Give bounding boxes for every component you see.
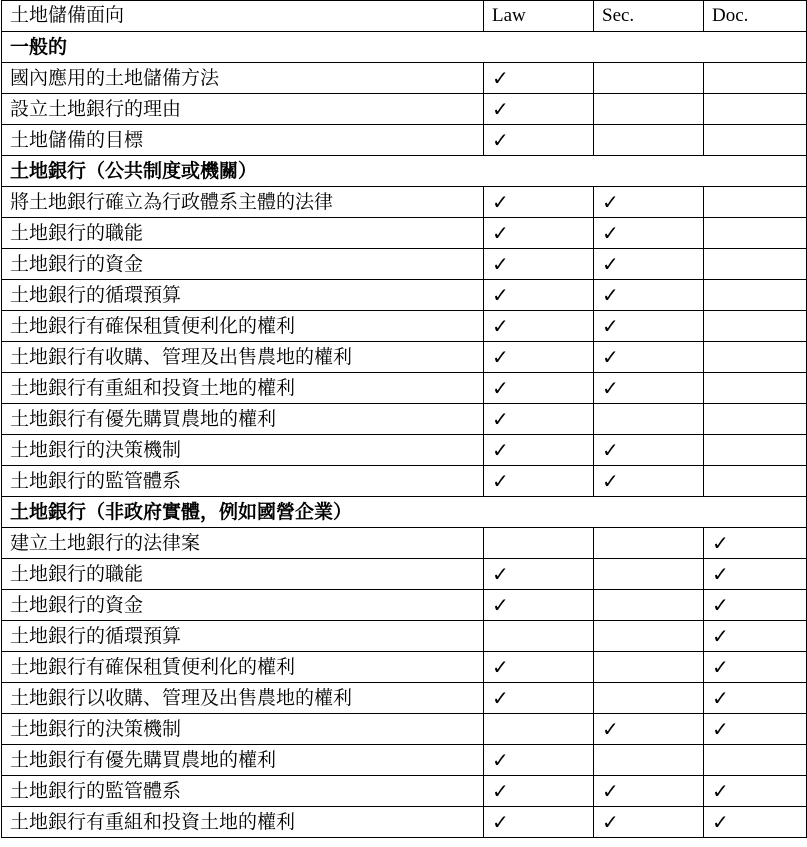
- header-sec: Sec.: [594, 1, 704, 32]
- checkmark-icon: ✓: [492, 407, 509, 431]
- sec-cell: [594, 745, 704, 776]
- law-cell: [484, 714, 594, 745]
- sec-cell: [594, 435, 704, 466]
- checkmark-icon: ✓: [602, 314, 619, 338]
- law-cell: [484, 590, 594, 621]
- sec-cell: [594, 218, 704, 249]
- law-cell: [484, 683, 594, 714]
- law-cell: [484, 311, 594, 342]
- sec-cell: [594, 187, 704, 218]
- law-cell: [484, 342, 594, 373]
- row-label: 土地銀行的決策機制: [2, 435, 484, 466]
- row-label: 土地銀行有優先購買農地的權利: [2, 404, 484, 435]
- doc-cell: [704, 404, 807, 435]
- row-label: 土地銀行的監管體系: [2, 466, 484, 497]
- section-header-row: [2, 156, 807, 187]
- row-label: 將土地銀行確立為行政體系主體的法律: [2, 187, 484, 218]
- sec-cell: [594, 807, 704, 838]
- table-row: [2, 745, 807, 776]
- law-cell: [484, 125, 594, 156]
- checkmark-icon: ✓: [712, 531, 729, 555]
- sec-cell: [594, 342, 704, 373]
- checkmark-icon: ✓: [492, 345, 509, 369]
- checkmark-icon: ✓: [492, 128, 509, 152]
- sec-cell: [594, 714, 704, 745]
- table-row: [2, 807, 807, 838]
- checkmark-icon: ✓: [602, 469, 619, 493]
- section-title: 土地銀行（非政府實體，例如國營企業）: [2, 497, 807, 528]
- doc-cell: [704, 63, 807, 94]
- checkmark-icon: ✓: [492, 779, 509, 803]
- law-cell: [484, 218, 594, 249]
- row-label: 土地銀行的資金: [2, 590, 484, 621]
- sec-cell: [594, 683, 704, 714]
- header-doc: Doc.: [704, 1, 807, 32]
- doc-cell: [704, 745, 807, 776]
- table-row: [2, 528, 807, 559]
- table-row: [2, 280, 807, 311]
- table-row: [2, 590, 807, 621]
- sec-cell: [594, 311, 704, 342]
- law-cell: [484, 249, 594, 280]
- checkmark-icon: ✓: [712, 562, 729, 586]
- doc-cell: [704, 466, 807, 497]
- sec-cell: [594, 652, 704, 683]
- law-cell: [484, 621, 594, 652]
- checkmark-icon: ✓: [712, 810, 729, 834]
- row-label: 土地銀行有確保租賃便利化的權利: [2, 311, 484, 342]
- law-cell: [484, 652, 594, 683]
- table-row: [2, 621, 807, 652]
- checkmark-icon: ✓: [492, 469, 509, 493]
- sec-cell: [594, 280, 704, 311]
- doc-cell: [704, 435, 807, 466]
- table-row: [2, 435, 807, 466]
- sec-cell: [594, 63, 704, 94]
- row-label: 土地儲備的目標: [2, 125, 484, 156]
- checkmark-icon: ✓: [602, 376, 619, 400]
- doc-cell: [704, 528, 807, 559]
- table-row: [2, 559, 807, 590]
- table-row: [2, 776, 807, 807]
- row-label: 國內應用的土地儲備方法: [2, 63, 484, 94]
- checkmark-icon: ✓: [492, 66, 509, 90]
- checkmark-icon: ✓: [492, 655, 509, 679]
- checkmark-icon: ✓: [602, 810, 619, 834]
- law-cell: [484, 63, 594, 94]
- row-label: 土地銀行有重組和投資土地的權利: [2, 373, 484, 404]
- checkmark-icon: ✓: [712, 593, 729, 617]
- table-row: [2, 652, 807, 683]
- checkmark-icon: ✓: [602, 221, 619, 245]
- row-label: 土地銀行的決策機制: [2, 714, 484, 745]
- section-title: 一般的: [2, 32, 807, 63]
- doc-cell: [704, 652, 807, 683]
- checkmark-icon: ✓: [602, 283, 619, 307]
- checkmark-icon: ✓: [712, 655, 729, 679]
- law-cell: [484, 404, 594, 435]
- doc-cell: [704, 94, 807, 125]
- row-label: 土地銀行的循環預算: [2, 621, 484, 652]
- doc-cell: [704, 559, 807, 590]
- checkmark-icon: ✓: [602, 345, 619, 369]
- table-row: [2, 311, 807, 342]
- doc-cell: [704, 249, 807, 280]
- table-row: [2, 404, 807, 435]
- checkmark-icon: ✓: [492, 190, 509, 214]
- section-header-row: [2, 497, 807, 528]
- checkmark-icon: ✓: [602, 779, 619, 803]
- law-cell: [484, 807, 594, 838]
- law-cell: [484, 745, 594, 776]
- table-row: [2, 683, 807, 714]
- checkmark-icon: ✓: [712, 717, 729, 741]
- checkmark-icon: ✓: [492, 686, 509, 710]
- row-label: 土地銀行的監管體系: [2, 776, 484, 807]
- header-aspect: 土地儲備面向: [2, 1, 484, 32]
- section-header-row: [2, 32, 807, 63]
- checkmark-icon: ✓: [492, 97, 509, 121]
- checkmark-icon: ✓: [602, 252, 619, 276]
- table-row: [2, 218, 807, 249]
- law-cell: [484, 776, 594, 807]
- checkmark-icon: ✓: [492, 438, 509, 462]
- doc-cell: [704, 342, 807, 373]
- sec-cell: [594, 621, 704, 652]
- sec-cell: [594, 559, 704, 590]
- sec-cell: [594, 590, 704, 621]
- checkmark-icon: ✓: [492, 593, 509, 617]
- sec-cell: [594, 404, 704, 435]
- doc-cell: [704, 776, 807, 807]
- sec-cell: [594, 125, 704, 156]
- checkmark-icon: ✓: [492, 810, 509, 834]
- row-label: 土地銀行的職能: [2, 218, 484, 249]
- doc-cell: [704, 280, 807, 311]
- sec-cell: [594, 776, 704, 807]
- doc-cell: [704, 218, 807, 249]
- doc-cell: [704, 311, 807, 342]
- law-cell: [484, 187, 594, 218]
- table-row: [2, 125, 807, 156]
- row-label: 土地銀行有重組和投資土地的權利: [2, 807, 484, 838]
- header-law: Law: [484, 1, 594, 32]
- checkmark-icon: ✓: [602, 190, 619, 214]
- table-row: [2, 187, 807, 218]
- doc-cell: [704, 621, 807, 652]
- doc-cell: [704, 807, 807, 838]
- sec-cell: [594, 249, 704, 280]
- table-row: [2, 373, 807, 404]
- row-label: 設立土地銀行的理由: [2, 94, 484, 125]
- law-cell: [484, 373, 594, 404]
- row-label: 土地銀行的職能: [2, 559, 484, 590]
- section-title: 土地銀行（公共制度或機關）: [2, 156, 807, 187]
- checkmark-icon: ✓: [492, 748, 509, 772]
- law-cell: [484, 94, 594, 125]
- law-cell: [484, 559, 594, 590]
- table-row: [2, 249, 807, 280]
- checkmark-icon: ✓: [492, 562, 509, 586]
- checkmark-icon: ✓: [712, 686, 729, 710]
- table-row: [2, 466, 807, 497]
- sec-cell: [594, 528, 704, 559]
- law-cell: [484, 435, 594, 466]
- table-row: [2, 714, 807, 745]
- table-row: [2, 63, 807, 94]
- checkmark-icon: ✓: [602, 717, 619, 741]
- doc-cell: [704, 187, 807, 218]
- table-row: [2, 342, 807, 373]
- row-label: 土地銀行有確保租賃便利化的權利: [2, 652, 484, 683]
- row-label: 土地銀行的循環預算: [2, 280, 484, 311]
- row-label: 土地銀行以收購、管理及出售農地的權利: [2, 683, 484, 714]
- law-cell: [484, 280, 594, 311]
- checkmark-icon: ✓: [492, 314, 509, 338]
- table-row: [2, 94, 807, 125]
- land-reserve-table: [1, 0, 807, 838]
- law-cell: [484, 466, 594, 497]
- doc-cell: [704, 590, 807, 621]
- doc-cell: [704, 714, 807, 745]
- row-label: 建立土地銀行的法律案: [2, 528, 484, 559]
- sec-cell: [594, 373, 704, 404]
- row-label: 土地銀行的資金: [2, 249, 484, 280]
- sec-cell: [594, 94, 704, 125]
- sec-cell: [594, 466, 704, 497]
- header-row: [2, 1, 807, 32]
- checkmark-icon: ✓: [712, 779, 729, 803]
- row-label: 土地銀行有收購、管理及出售農地的權利: [2, 342, 484, 373]
- checkmark-icon: ✓: [492, 221, 509, 245]
- checkmark-icon: ✓: [712, 624, 729, 648]
- checkmark-icon: ✓: [492, 376, 509, 400]
- doc-cell: [704, 125, 807, 156]
- checkmark-icon: ✓: [492, 283, 509, 307]
- checkmark-icon: ✓: [492, 252, 509, 276]
- table-body: [2, 1, 807, 838]
- law-cell: [484, 528, 594, 559]
- doc-cell: [704, 373, 807, 404]
- doc-cell: [704, 683, 807, 714]
- checkmark-icon: ✓: [602, 438, 619, 462]
- row-label: 土地銀行有優先購買農地的權利: [2, 745, 484, 776]
